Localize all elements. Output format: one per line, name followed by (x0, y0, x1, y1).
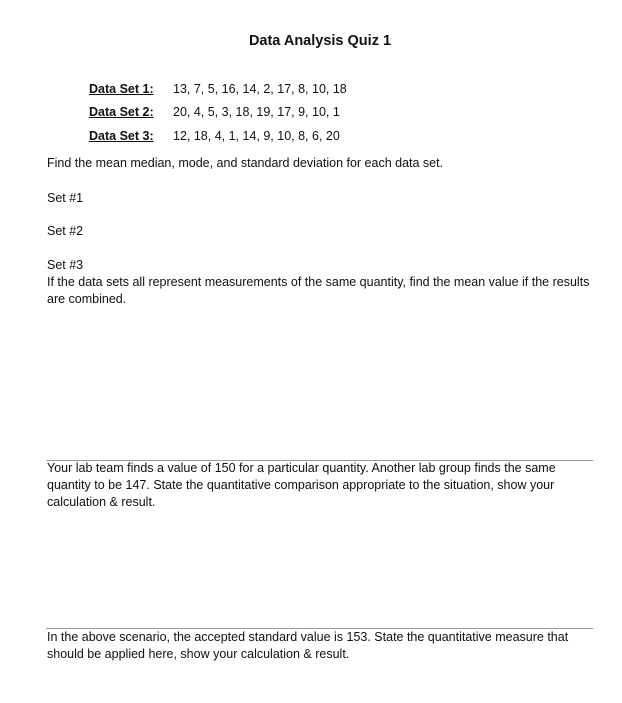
data-set-row-2 (89, 101, 347, 125)
data-sets-list (89, 77, 347, 148)
data-set-label: Data Set 2: (89, 105, 154, 120)
set-2-heading: Set #2 (47, 224, 84, 238)
data-set-row-1 (89, 77, 347, 101)
set-1-heading: Set #1 (47, 191, 84, 205)
combined-mean-question: If the data sets all represent measurements of the same quantity, find the mean value if the results are combined. (47, 275, 590, 306)
data-set-values: 13, 7, 5, 16, 14, 2, 17, 8, 10, 18 (173, 81, 347, 96)
set-3-heading: Set #3 (47, 258, 84, 272)
data-set-row-3 (89, 124, 347, 148)
page-title: Data Analysis Quiz 1 (248, 33, 392, 49)
data-set-label: Data Set 3: (89, 128, 154, 143)
data-set-values: 12, 18, 4, 1, 14, 9, 10, 8, 6, 20 (173, 128, 340, 143)
accepted-value-question: In the above scenario, the accepted standard value is 153. State the quantitative measure that should be applied here, show your calculation & result. (47, 630, 569, 661)
instructions-text: Find the mean median, mode, and standard deviation for each data set. (47, 156, 444, 170)
lab-comparison-question: Your lab team finds a value of 150 for a particular quantity. Another lab group finds the same quantity to be 147. State the quantitative comparison appropriate to the situation, show your calculation & result. (47, 461, 556, 509)
data-set-values: 20, 4, 5, 3, 18, 19, 17, 9, 10, 1 (173, 105, 340, 120)
data-set-label: Data Set 1: (89, 81, 154, 96)
